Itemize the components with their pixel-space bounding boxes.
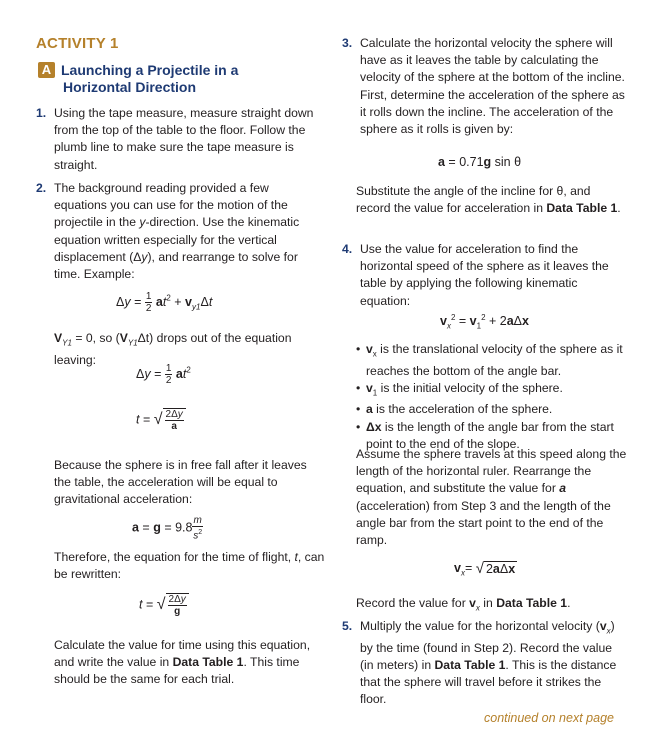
free-fall-text: Because the sphere is in free fall after it leaves the table, the acceleration will be equal to gravitational acceleration: xyxy=(54,458,307,507)
list-item: • $v_x$ is the translational velocity of the sphere as it reaches the bottom of the angle bar. xyxy=(356,341,632,380)
step-text: Calculate the horizontal velocity the sphere will have as it leaves the table by calculating the velocity of the sphere at the bottom of the incline. First, determine the acceleration of the sphere as it rolls down the incline. The acceleration of the sphere as it rolls is given by: xyxy=(360,36,625,137)
list-item: • a is the acceleration of the sphere. xyxy=(356,401,632,418)
step-number: 2. xyxy=(36,181,47,195)
section-title-line1: Launching a Projectile in a xyxy=(61,62,239,78)
equation-vx: $v_x=$ √ 2aΔx xyxy=(454,560,516,578)
list-item: • $v_1$ is the initial velocity of the sphere. xyxy=(356,380,632,402)
step-text: Use the value for acceleration to find the horizontal speed of the sphere as it leaves the table by applying the following kinematic equation: xyxy=(360,242,609,308)
equation-a-equals-g: a = g = 9.8 $\frac{m}{s^2}$ xyxy=(132,515,203,542)
equation-dy-reduced: Δy = $\frac{1}{2}$ $at^2$ xyxy=(136,363,191,386)
step-4 xyxy=(342,241,626,310)
variable-list xyxy=(356,341,632,453)
list-item: • Δx is the length of the angle bar from the start point to the end of the slope. xyxy=(356,419,632,453)
step-number: 5. xyxy=(342,619,353,633)
step-3 xyxy=(342,35,626,138)
equation-t-g: t = √ $\frac{2\Delta y}{g}$ xyxy=(139,593,189,617)
step-text: Multiply the value for the horizontal velocity $(v_x)$ by the time (found in Step 2). Record the value (in meters) in Data Table 1. This is the distance that the sphere will travel before it strikes the floor. xyxy=(360,619,617,707)
step-number: 1. xyxy=(36,106,47,120)
vy-note: $V_{Y1} = 0$, so $(V_{Y1}\Delta t)$ drops out of the equation leaving: xyxy=(54,331,292,367)
step-1 xyxy=(36,105,316,174)
step-number: 3. xyxy=(342,36,353,50)
step-text: The background reading provided a few equations you can use for the motion of the projectile in the y-direction. Use the kinematic equation written especially for the vertical displacement (Δy), and rearrange to solve for time. Example: xyxy=(54,181,300,282)
continued-link[interactable]: continued on next page xyxy=(484,711,614,725)
substitute-text: Substitute the angle of the incline for θ, and record the value for acceleration in Data Table 1. xyxy=(356,184,621,216)
step-2 xyxy=(36,180,320,283)
equation-t-a: t = √ $\frac{2\Delta y}{a}$ xyxy=(136,408,186,432)
record-text: Record the value for $v_x$ in Data Table 1. xyxy=(356,596,571,613)
section-badge: A xyxy=(38,62,55,78)
step-text: Using the tape measure, measure straight down from the top of the table to the floor. Follow the plumb line to make sure the tape measure is straight. xyxy=(54,106,314,172)
section-heading xyxy=(38,62,318,96)
equation-dy-full: Δy = $\frac{1}{2}$ $at^2 + v_{y1}\Delta t$ xyxy=(116,291,213,314)
step-number: 4. xyxy=(342,242,353,256)
activity-title: ACTIVITY 1 xyxy=(36,35,119,52)
therefore-text: Therefore, the equation for the time of flight, t, can be rewritten: xyxy=(54,550,325,582)
step-5 xyxy=(342,618,626,708)
calculate-time-text: Calculate the value for time using this equation, and write the value in Data Table 1. This time should be the same for each trial. xyxy=(54,638,311,687)
equation-acceleration: a = 0.71g sin θ xyxy=(438,155,522,169)
section-title-line2: Horizontal Direction xyxy=(63,79,197,95)
assume-text: Assume the sphere travels at this speed along the length of the horizontal ruler. Rearrange the equation, and substitute the value for a (acceleration) from Step 3 and the length of the angle bar from the start point to the end of the ramp. xyxy=(356,447,627,548)
equation-kinematic: $v_x^2 = v_1^2 + 2a\Delta x$ xyxy=(440,313,529,331)
